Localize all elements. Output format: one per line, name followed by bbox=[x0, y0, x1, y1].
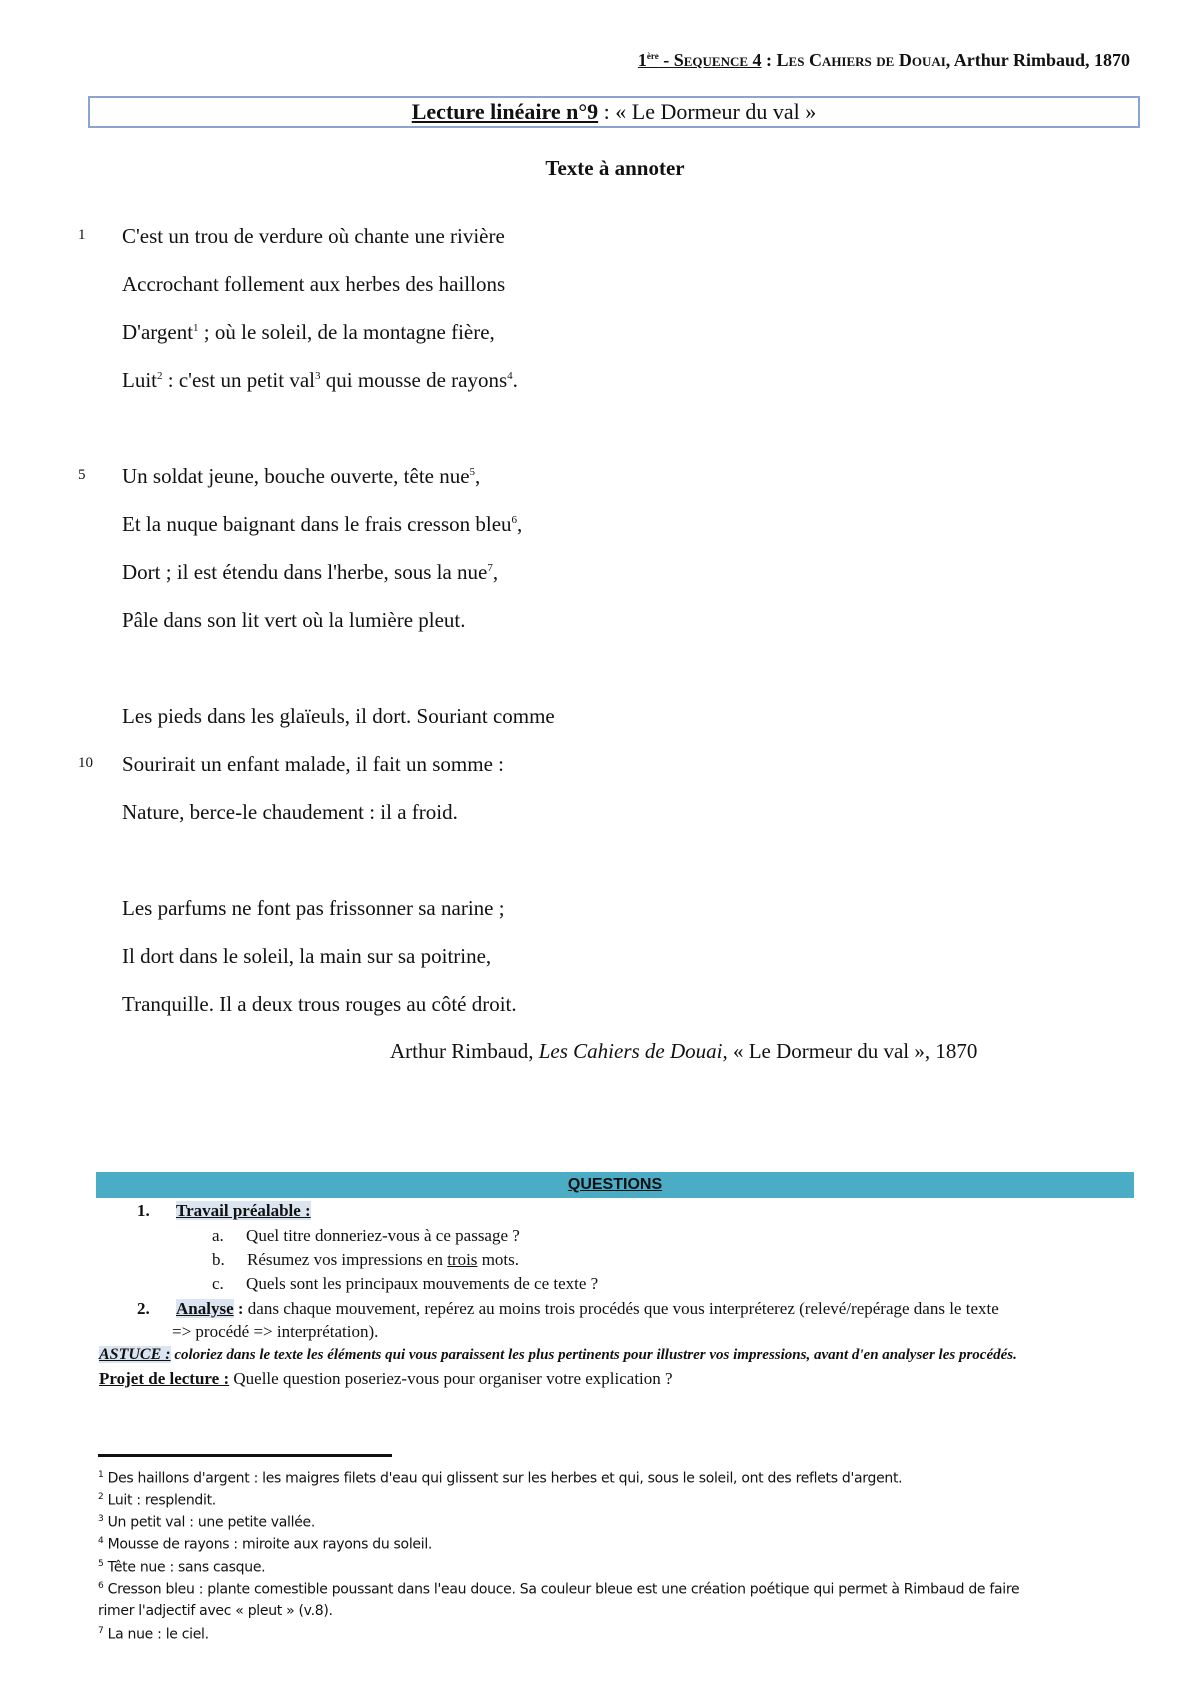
astuce-label: ASTUCE : bbox=[99, 1346, 171, 1363]
footnote-ref: 1 bbox=[193, 322, 199, 334]
astuce-text: coloriez dans le texte les éléments qui vous paraissent les plus pertinents pour illustrer vos impressions, avant d'en analyser les procédés. bbox=[170, 1347, 1017, 1363]
header-colon: : bbox=[761, 50, 777, 70]
verse-text: : c'est un petit val bbox=[162, 368, 315, 392]
title-label: Lecture linéaire n°9 bbox=[411, 99, 599, 124]
verse: Il dort dans le soleil, la main sur sa poitrine, bbox=[122, 944, 492, 968]
verse-text: . bbox=[512, 368, 518, 392]
questions-heading: QUESTIONS bbox=[96, 1172, 1134, 1198]
footnote-ref: 5 bbox=[469, 466, 476, 478]
verse-text: ; où le soleil, de la montagne fière, bbox=[198, 320, 495, 344]
footnote-number: 1 bbox=[98, 1470, 104, 1480]
question-emphasis: trois bbox=[447, 1250, 478, 1269]
verse bbox=[122, 368, 518, 393]
footnote-text: La nue : le ciel. bbox=[103, 1626, 209, 1643]
footnote-text: Un petit val : une petite vallée. bbox=[103, 1514, 316, 1531]
verse: Pâle dans son lit vert où la lumière pleut. bbox=[122, 608, 466, 632]
footnote bbox=[98, 1470, 902, 1487]
work-title: Les Cahiers de Douai bbox=[776, 50, 946, 70]
footnote-ref: 6 bbox=[511, 514, 518, 526]
footnote-divider bbox=[98, 1454, 392, 1457]
verse bbox=[122, 560, 498, 585]
footnote bbox=[98, 1492, 216, 1509]
footnote-text: Luit : resplendit. bbox=[103, 1492, 216, 1509]
line-number: 10 bbox=[78, 755, 93, 771]
verse bbox=[122, 512, 522, 537]
footnote-text: Tête nue : sans casque. bbox=[103, 1559, 266, 1576]
footnote-number: 4 bbox=[98, 1536, 104, 1546]
projet-label: Projet de lecture : bbox=[99, 1369, 230, 1388]
footnote bbox=[98, 1514, 315, 1531]
footnote-ref: 7 bbox=[487, 562, 493, 574]
sequence-label: Sequence 4 bbox=[673, 50, 762, 70]
header-rest: , Arthur Rimbaud, 1870 bbox=[945, 50, 1130, 70]
question-number: 1. bbox=[137, 1201, 150, 1220]
verse: Les pieds dans les glaïeuls, il dort. Souriant comme bbox=[122, 704, 555, 728]
question-1a bbox=[212, 1226, 520, 1246]
footnote bbox=[98, 1536, 432, 1553]
footnote-number: 2 bbox=[98, 1492, 104, 1502]
footnote-continued: rimer l'adjectif avec « pleut » (v.8). bbox=[98, 1603, 333, 1619]
question-letter: c. bbox=[212, 1274, 224, 1293]
title-box bbox=[88, 96, 1140, 128]
verse-text: qui mousse de rayons bbox=[320, 368, 508, 392]
verse-text: Un soldat jeune, bouche ouverte, tête nue bbox=[122, 464, 470, 488]
footnote-number: 5 bbox=[98, 1559, 104, 1569]
verse: Tranquille. Il a deux trous rouges au côté droit. bbox=[122, 992, 517, 1016]
reading-project bbox=[99, 1369, 673, 1389]
header-dash: - bbox=[658, 50, 674, 70]
footnote-number: 3 bbox=[98, 1514, 104, 1524]
question-letter: a. bbox=[212, 1226, 224, 1245]
footnote-text: Mousse de rayons : miroite aux rayons du soleil. bbox=[103, 1536, 433, 1553]
question-label: Travail préalable : bbox=[176, 1201, 311, 1220]
question-2 bbox=[137, 1299, 999, 1319]
question-text: mots. bbox=[477, 1250, 519, 1269]
question-label: Analyse bbox=[176, 1299, 234, 1318]
line-number: 5 bbox=[78, 467, 86, 483]
attribution bbox=[390, 1039, 977, 1064]
footnote-text: Cresson bleu : plante comestible poussant dans l'eau douce. Sa couleur bleue est une création poétique qui permet à Rimbaud de faire bbox=[103, 1581, 1020, 1598]
page-subtitle: Texte à annoter bbox=[545, 156, 685, 180]
footnote-text: Des haillons d'argent : les maigres filets d'eau qui glissent sur les herbes et qui, sous le soleil, ont des reflets d'argent. bbox=[103, 1470, 903, 1487]
verse-text: Luit bbox=[122, 368, 157, 392]
verse bbox=[122, 320, 495, 345]
question-2-continued: => procédé => interprétation). bbox=[172, 1322, 379, 1341]
verse-text: Dort ; il est étendu dans l'herbe, sous la nue bbox=[122, 560, 488, 584]
attribution-author: Arthur Rimbaud, bbox=[390, 1039, 539, 1063]
footnote-ref: 4 bbox=[507, 370, 513, 382]
footnote-ref: 2 bbox=[157, 370, 163, 382]
footnote bbox=[98, 1626, 209, 1643]
question-number: 2. bbox=[137, 1299, 150, 1318]
line-number: 1 bbox=[78, 227, 86, 243]
question-text: Quels sont les principaux mouvements de ce texte ? bbox=[246, 1274, 599, 1293]
astuce-note bbox=[99, 1346, 1017, 1364]
title-rest: : « Le Dormeur du val » bbox=[598, 99, 817, 124]
verse bbox=[122, 464, 480, 489]
level-sup: ère bbox=[646, 51, 659, 61]
footnote-ref: 3 bbox=[315, 370, 321, 382]
verse: Nature, berce-le chaudement : il a froid. bbox=[122, 800, 458, 824]
attribution-rest: , « Le Dormeur du val », 1870 bbox=[722, 1039, 978, 1063]
attribution-work: Les Cahiers de Douai bbox=[538, 1039, 723, 1063]
footnote-number: 6 bbox=[98, 1581, 104, 1591]
verse-text: , bbox=[517, 512, 523, 536]
verse-text: D'argent bbox=[122, 320, 194, 344]
footnote bbox=[98, 1581, 1019, 1598]
question-1 bbox=[137, 1201, 311, 1221]
question-text: dans chaque mouvement, repérez au moins trois procédés que vous interpréterez (relevé/repérage dans le texte bbox=[243, 1299, 999, 1318]
verse: C'est un trou de verdure où chante une rivière bbox=[122, 224, 505, 248]
verse-text: , bbox=[475, 464, 481, 488]
footnote-number: 7 bbox=[98, 1626, 104, 1636]
question-text: Résumez vos impressions en bbox=[247, 1250, 448, 1269]
level-number: 1 bbox=[637, 50, 647, 70]
page-header bbox=[638, 50, 1130, 71]
question-colon: : bbox=[233, 1299, 244, 1318]
verse: Sourirait un enfant malade, il fait un somme : bbox=[122, 752, 504, 776]
question-1b bbox=[212, 1250, 519, 1270]
question-letter: b. bbox=[212, 1250, 225, 1269]
verse: Accrochant follement aux herbes des haillons bbox=[122, 272, 506, 296]
verse-text: , bbox=[492, 560, 499, 584]
question-1c bbox=[212, 1274, 598, 1294]
footnote bbox=[98, 1559, 265, 1576]
verse-text: Et la nuque baignant dans le frais cresson bleu bbox=[122, 512, 512, 536]
verse: Les parfums ne font pas frissonner sa narine ; bbox=[122, 896, 505, 920]
projet-text: Quelle question poseriez-vous pour organiser votre explication ? bbox=[229, 1369, 673, 1388]
question-text: Quel titre donneriez-vous à ce passage ? bbox=[246, 1226, 520, 1245]
